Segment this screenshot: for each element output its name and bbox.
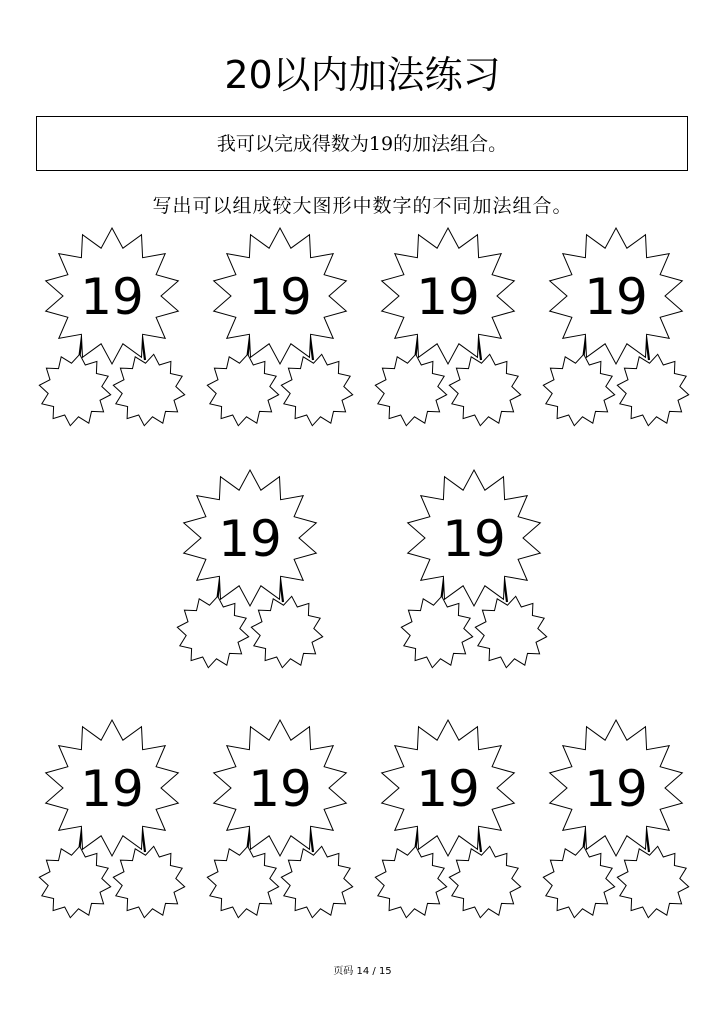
part-star-right[interactable] (113, 354, 184, 425)
page-number: 页码 14 / 15 (333, 966, 392, 977)
instructions-text: 写出可以组成较大图形中数字的不同加法组合。 (152, 195, 573, 217)
whole-number: 19 (442, 510, 506, 568)
whole-number: 19 (218, 510, 282, 568)
whole-number: 19 (416, 760, 480, 818)
whole-number: 19 (584, 268, 648, 326)
part-star-right[interactable] (617, 354, 688, 425)
part-star-left[interactable] (207, 846, 278, 917)
number-bond (375, 720, 520, 918)
learning-goal-text: 我可以完成得数为19的加法组合。 (216, 133, 508, 155)
number-bond (177, 470, 322, 668)
part-star-right[interactable] (113, 846, 184, 917)
whole-number: 19 (416, 268, 480, 326)
number-bond (401, 470, 546, 668)
part-star-left[interactable] (375, 354, 446, 425)
part-star-left[interactable] (375, 846, 446, 917)
number-bond (543, 228, 688, 426)
part-star-left[interactable] (207, 354, 278, 425)
part-star-right[interactable] (251, 596, 322, 667)
part-star-left[interactable] (39, 354, 110, 425)
part-star-right[interactable] (475, 596, 546, 667)
part-star-right[interactable] (281, 846, 352, 917)
whole-number: 19 (248, 268, 312, 326)
whole-number: 19 (80, 268, 144, 326)
number-bond (207, 228, 352, 426)
number-bond (375, 228, 520, 426)
number-bond (39, 720, 184, 918)
part-star-right[interactable] (617, 846, 688, 917)
part-star-right[interactable] (281, 354, 352, 425)
number-bond (207, 720, 352, 918)
part-star-right[interactable] (449, 846, 520, 917)
whole-number: 19 (80, 760, 144, 818)
whole-number: 19 (248, 760, 312, 818)
whole-number: 19 (584, 760, 648, 818)
part-star-left[interactable] (543, 846, 614, 917)
part-star-left[interactable] (177, 596, 248, 667)
part-star-left[interactable] (401, 596, 472, 667)
number-bond (39, 228, 184, 426)
part-star-left[interactable] (543, 354, 614, 425)
part-star-right[interactable] (449, 354, 520, 425)
part-star-left[interactable] (39, 846, 110, 917)
worksheet-title: 20以内加法练习 (224, 53, 501, 97)
number-bond (543, 720, 688, 918)
